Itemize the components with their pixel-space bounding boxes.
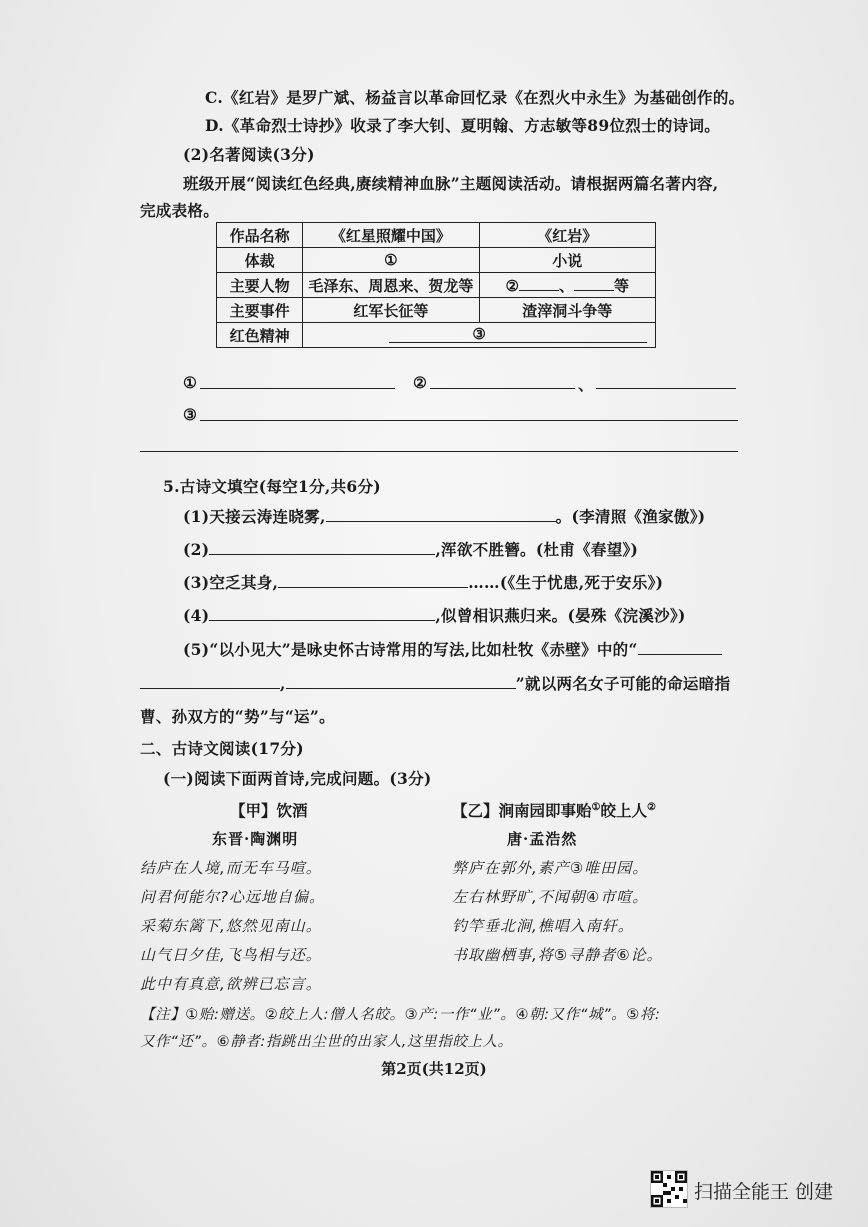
q5-item-3-prefix: (3)空乏其身, <box>183 573 279 592</box>
answer-3-marker: ③ <box>183 405 198 424</box>
table-header-row <box>217 223 656 248</box>
q5-item-4-prefix: (4) <box>183 606 210 625</box>
q5-item-5-text: (5)“以小见大”是咏史怀古诗常用的写法,比如杜牧《赤壁》中的“ <box>183 640 638 659</box>
question-5-title: 5.古诗文填空(每空1分,共6分) <box>163 477 381 496</box>
section-2-title: 二、古诗文阅读(17分) <box>140 739 304 758</box>
fill-blank[interactable] <box>209 606 435 621</box>
poem-b-line: 左右林野旷,不闻朝④市喧。 <box>452 888 649 906</box>
table-cell: 毛泽东、周恩来、贺龙等 <box>303 273 479 298</box>
poem-b-title-rest: 皎上人 <box>600 801 647 820</box>
q5-item-5-line-3: 曹、孙双方的“势”与“运”。 <box>140 707 335 726</box>
q5-item-1-suffix: 。(李清照《渔家傲》) <box>555 507 706 526</box>
answer-1-line[interactable] <box>200 388 395 389</box>
q5-item-2 <box>183 538 638 560</box>
table-cell: ① <box>303 248 479 273</box>
reading-table <box>216 222 656 348</box>
table-row <box>217 323 656 348</box>
fill-blank[interactable] <box>140 674 280 689</box>
fill-blank[interactable] <box>286 674 516 689</box>
poem-b-line: 弊庐在郭外,素产③唯田园。 <box>452 859 649 877</box>
poem-a-line: 结庐在人境,而无车马喧。 <box>140 859 322 877</box>
table-row-label: 主要人物 <box>217 273 303 298</box>
q5-item-3-suffix: ……(《生于忧患,死于安乐》) <box>468 573 664 592</box>
q5-item-2-suffix: ,浑欲不胜簪。(杜甫《春望》) <box>435 540 639 559</box>
q5-item-5-line-2 <box>140 672 730 694</box>
separator: 、 <box>558 276 574 295</box>
qr-code-icon <box>650 1170 688 1208</box>
poem-a-line: 问君何能尔?心远地自偏。 <box>140 888 325 906</box>
option-c: C.《红岩》是罗广斌、杨益言以革命回忆录《在烈火中永生》为基础创作的。 <box>205 88 745 107</box>
poem-b-line: 书取幽栖事,将⑤寻静者⑥论。 <box>452 946 663 964</box>
answer-1-marker: ① <box>183 373 198 392</box>
answer-2a-line[interactable] <box>430 388 575 389</box>
option-d: D.《革命烈士诗抄》收录了李大钊、夏明翰、方志敏等89位烈士的诗词。 <box>205 116 721 135</box>
q5-item-4-suffix: ,似曾相识燕归来。(晏殊《浣溪沙》) <box>435 606 686 625</box>
table-header-cell: 作品名称 <box>217 223 303 248</box>
answer-2b-line[interactable] <box>596 388 736 389</box>
table-cell: 红军长征等 <box>303 298 479 323</box>
q5-item-3 <box>183 571 663 593</box>
table-merged-cell <box>303 323 656 348</box>
q5-item-2-prefix: (2) <box>183 540 210 559</box>
poem-a-line: 采菊东篱下,悠然见南山。 <box>140 917 322 935</box>
table-row <box>217 298 656 323</box>
table-cell <box>479 273 655 298</box>
fill-blank[interactable] <box>209 540 435 555</box>
fill-blank[interactable] <box>638 640 722 655</box>
fill-blank[interactable] <box>278 573 468 588</box>
blank-marker: ② <box>505 276 519 295</box>
q5-item-1-prefix: (1)天接云涛连晓雾, <box>183 507 326 526</box>
table-row <box>217 273 656 298</box>
note-ref: ① <box>591 801 601 813</box>
answer-3-line[interactable] <box>200 420 738 421</box>
notes-line-1: 【注】①贻:赠送。②皎上人:僧人名皎。③产:一作“业”。④朝:又作“城”。⑤将: <box>140 1007 661 1023</box>
answer-2-sep: 、 <box>578 375 594 394</box>
table-cell: 渣滓洞斗争等 <box>479 298 655 323</box>
suffix-text: 等 <box>613 276 629 295</box>
question-2-title: (2)名著阅读(3分) <box>183 145 315 164</box>
poem-b-author: 唐·孟浩然 <box>507 830 578 848</box>
q5-item-1 <box>183 505 705 527</box>
question-2-intro-cont: 完成表格。 <box>140 201 220 220</box>
poem-b-title-main: 【乙】涧南园即事贻 <box>452 801 592 820</box>
answer-2-marker: ② <box>413 373 428 392</box>
page-number: 第2页(共12页) <box>381 1060 487 1078</box>
q5-item-4 <box>183 604 686 626</box>
poem-a-title: 【甲】饮酒 <box>230 801 308 820</box>
table-header-cell: 《红星照耀中国》 <box>303 223 479 248</box>
section-2-sub: (一)阅读下面两首诗,完成问题。(3分) <box>163 769 432 788</box>
table-row-label: 体裁 <box>217 248 303 273</box>
note-ref: ② <box>647 801 656 813</box>
fill-blank[interactable] <box>326 507 556 522</box>
watermark-text: 扫描全能王 创建 <box>694 1181 834 1203</box>
table-row-label: 主要事件 <box>217 298 303 323</box>
q5-item-5 <box>183 638 722 660</box>
q5-item-5-suffix: ”就以两名女子可能的命运暗指 <box>515 674 731 693</box>
table-header-cell: 《红岩》 <box>479 223 655 248</box>
answer-blank[interactable] <box>519 276 559 291</box>
table-row-label: 红色精神 <box>217 323 303 348</box>
comma: , <box>280 674 286 693</box>
blank-marker: ③ <box>472 325 486 343</box>
poem-a-line: 此中有真意,欲辨已忘言。 <box>140 975 322 993</box>
answer-3-line-2[interactable] <box>140 451 738 452</box>
notes-line-2: 又作“还”。⑥静者:指跳出尘世的出家人,这里指皎上人。 <box>140 1034 513 1050</box>
question-2-intro: 班级开展“阅读红色经典,赓续精神血脉”主题阅读活动。请根据两篇名著内容, <box>183 174 719 193</box>
answer-blank[interactable] <box>389 342 647 343</box>
poem-b-title <box>452 799 656 821</box>
answer-blank[interactable] <box>574 276 614 291</box>
poem-b-line: 钓竿垂北涧,樵唱入南轩。 <box>452 917 634 935</box>
poem-a-author: 东晋·陶渊明 <box>212 830 299 848</box>
table-cell: 小说 <box>479 248 655 273</box>
table-row <box>217 248 656 273</box>
poem-a-line: 山气日夕佳,飞鸟相与还。 <box>140 946 322 964</box>
